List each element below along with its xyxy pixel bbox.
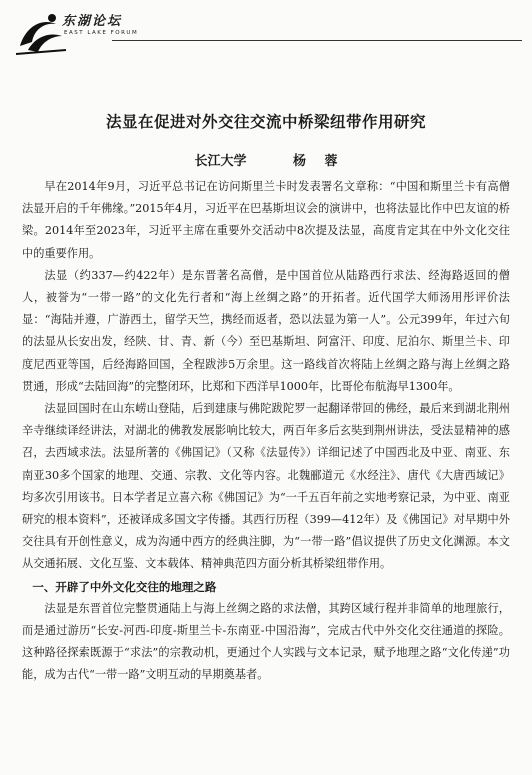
paragraph-1: 早在2014年9月，习近平总书记在访问斯里兰卡时发表署名文章称：“中国和斯里兰卡有高僧法显开启的千年佛缘。”2015年4月，习近平在巴基斯坦议会的演讲中，也将法显比作中巴友谊的桥梁。2014年至2023年，习近平主席在重要外交活动中8次提及法显，高度肯定其在中外文化交往中的重要作用。 <box>22 180 510 260</box>
paragraph-2: 法显（约337—约422年）是东晋著名高僧，是中国首位从陆路西行求法、经海路返回的僧人，被誉为“一带一路”的文化先行者和“海上丝绸之路”的开拓者。近代国学大师汤用彤评价法显：“海陆并遵，广游西土，留学天竺，携经而返者，恐以法显为第一人”。公元399年，年过六旬的法显从长安出发，经陕、甘、青、新（今）至巴基斯坦、阿富汗、印度、尼泊尔、斯里兰卡、印度尼西亚等国，后经海路回国，全程跋涉5万余里。这一路线首次将陆上丝绸之路与海上丝绸之路贯通，形成“去陆回海”的完整闭环，比郑和下西洋早1000年，比哥伦布航海早1300年。 <box>22 268 510 393</box>
author-affiliation: 长江大学 <box>194 154 247 169</box>
section-1-paragraph: 法显是东晋首位完整贯通陆上与海上丝绸之路的求法僧，其跨区域行程并非简单的地理旅行，而是通过游历“长安-河西-印度-斯里兰卡-东南亚-中国沿海”，完成古代中外交化交往通道的探险。这种路径探索既源于“求法”的宗教动机，更通过个人实践与文本记录，赋予地理之路“文化传递”功能，成为古代“一带一路”文明互动的早期奠基者。 <box>22 601 510 682</box>
author-name: 杨 蓉 <box>293 154 338 169</box>
article-body <box>22 176 510 686</box>
article-title: 法显在促进对外交往交流中桥梁纽带作用研究 <box>105 113 426 131</box>
paragraph-3: 法显回国时在山东崂山登陆，后到建康与佛陀跋陀罗一起翻译带回的佛经，最后来到湖北荆州辛寺继续译经讲法，对湖北的佛教发展影响比较大，两百年多后玄奘到荆州讲法，受法显精神的感召，去西域求法。法显所著的《佛国记》（又称《法显传》）详细记述了中国西北及中亚、南亚、东南亚30多个国家的地理、交通、宗教、文化等内容。北魏郦道元《水经注》、唐代《大唐西域记》均多次引用该书。日本学者足立喜六称《佛国记》为“一千五百年前之实地考察记录，为中亚、南亚研究的根本资料”，还被译成多国文字传播。其西行历程（399—412年）及《佛国记》对早期中外交往具有开创性意义，成为沟通中西方的经典注脚，为“一带一路”倡议提供了历史文化渊源。本文从交通拓展、文化互鉴、文本载体、精神典范四方面分析其桥梁纽带作用。 <box>22 402 510 571</box>
journal-header <box>0 0 532 62</box>
journal-name-cn: 东湖论坛 <box>62 14 123 29</box>
author-line <box>0 150 532 169</box>
section-heading-1: 一、开辟了中外文化交往的地理之路 <box>32 579 217 594</box>
header-divider <box>112 40 522 41</box>
journal-name-en: EAST LAKE FORUM <box>64 30 139 36</box>
